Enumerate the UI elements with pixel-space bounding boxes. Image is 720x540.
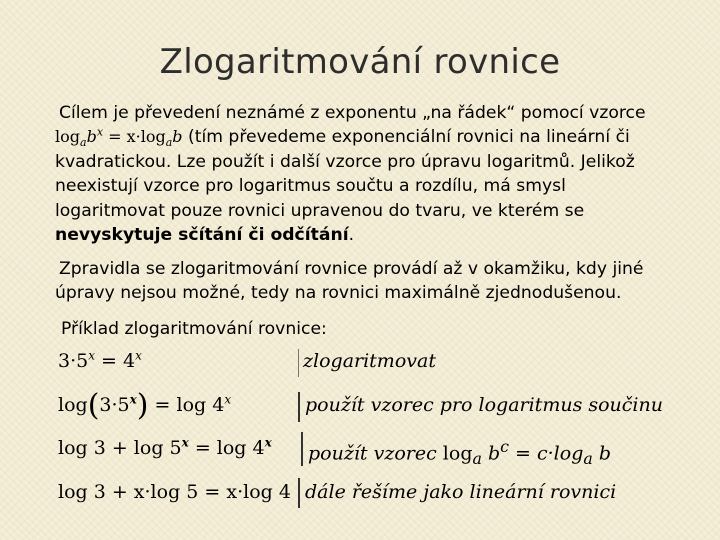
bold-emphasis: nevyskytuje sčítání či odčítání <box>55 225 349 246</box>
intro-text: Cílem je převedení neznámé z exponentu „na řádek“ pomocí vzorce <box>59 103 646 123</box>
log-formula: $\log_ab^x = x\cdot\log_ab$ <box>55 126 183 150</box>
divider-3 <box>301 432 303 466</box>
equation-4: log 3 + x·log 5 = x·log 4 <box>58 481 291 503</box>
note-3: použít vzorec $\log_a b^c = c\cdot\log_a$ b <box>308 437 611 469</box>
divider-1 <box>298 349 299 377</box>
equation-2: $\log(3\cdot 5^x) = \log 4^x$ <box>58 388 232 423</box>
slide-title: Zlogaritmování rovnice <box>159 42 561 82</box>
divider-2 <box>298 392 300 422</box>
note-1: zlogaritmovat <box>303 350 436 372</box>
note-2: použít vzorec pro logaritmus součinu <box>305 394 663 416</box>
intro-paragraph: Cílem je převedení neznámé z exponentu „na řádek“ pomocí vzorce $\log_ab^x = x\cdot\log_ab$ (tím převedeme exponenciální rovnici na lineární či kvadratickou. Lze použít i další vzorce pro úpravu logaritmů. Jelikož neexistují vzorce pro logaritmus součtu a rozdílu, má smysl logaritmovat pouze rovnici upravenou do tvaru, ve kterém se nevyskytuje sčítání či odčítání. <box>55 103 646 246</box>
equation-1: $3\cdot 5^x = 4^x$ <box>58 348 142 372</box>
note-4: dále řešíme jako lineární rovnici <box>305 481 617 503</box>
intro-continued: (tím převedeme exponenciální rovnici na lineární či kvadratickou. Lze použít i další vzorce pro úpravu logaritmů. Jelikož neexistují vzorce pro logaritmus součtu a rozdílu, má smysl logaritmovat pouze rovnici upravenou do tvaru, ve kterém se <box>55 127 635 221</box>
equation-3: $\log 3 + \log 5^x = \log 4^x$ <box>58 435 272 459</box>
second-paragraph: Zpravidla se zlogaritmování rovnice provádí až v okamžiku, kdy jiné úpravy nejsou možné, tedy na rovnici maximálně zjednodušenou. <box>55 259 644 304</box>
divider-4 <box>298 478 300 508</box>
example-heading: Příklad zlogaritmování rovnice: <box>61 319 327 339</box>
